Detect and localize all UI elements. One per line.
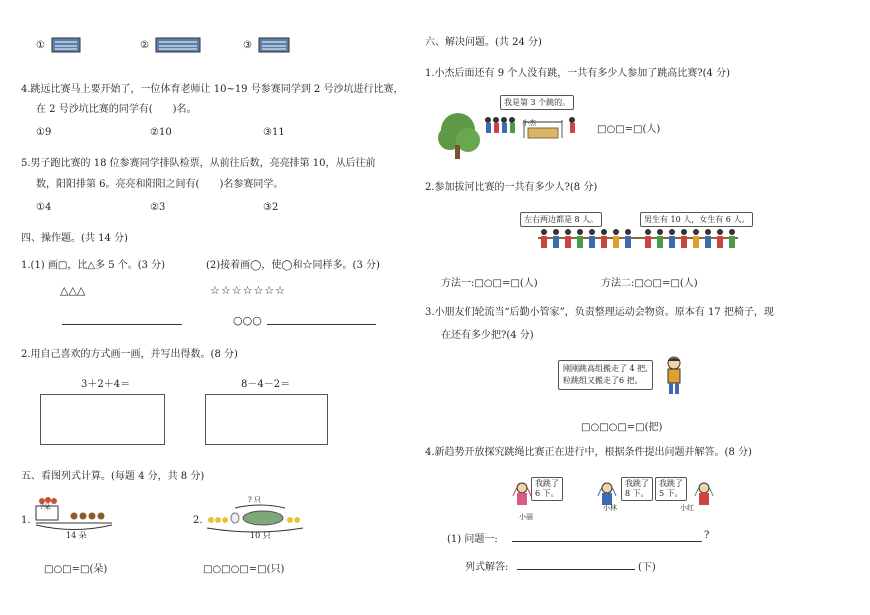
answer-line-circles[interactable] <box>267 324 376 325</box>
kid2-bubble <box>621 477 653 501</box>
circles: ○○○ <box>233 314 262 327</box>
q4-option-a: ①9 <box>36 127 52 138</box>
kid-xiaohong-illustration <box>693 478 715 512</box>
option-1 <box>36 40 45 51</box>
s6-q4-unit: (下) <box>638 562 656 573</box>
q2-bubble-left: 左右两边都是 8 人。 <box>520 212 602 227</box>
q1-total: 14 朵 <box>66 531 87 540</box>
solution-answer-line[interactable] <box>517 569 635 570</box>
q4-line2: 在 2 号沙坑比赛的同学有( )名。 <box>36 104 197 115</box>
q2-bubble-right: 男生有 10 人，女生有 6 人。 <box>640 212 753 227</box>
s6-q3-line1: 3.小朋友们轮流当“后勤小管家”，负责整理运动会物资。原本有 17 把椅子，现 <box>425 307 774 318</box>
q2-top-label: ? 只 <box>248 496 261 504</box>
s6-q4: 4.新趋势开放探究跳绳比赛正在进行中，根据条件提出问题并解答。(8 分) <box>425 447 752 458</box>
q3-speech-bubble <box>558 360 653 390</box>
q5-option-b: ②3 <box>150 202 166 213</box>
s4-q1a: 1.(1) 画□，比△多 5 个。(3 分) <box>21 260 166 271</box>
s5-q1-answer: □○□=□(朵) <box>44 564 108 575</box>
s4-q1b: (2)接着画◯，使◯和☆同样多。(3 分) <box>206 260 380 271</box>
s5-q2-num: 2. <box>193 515 203 526</box>
drawing-box-1[interactable] <box>40 394 165 445</box>
section6-title: 六、解决问题。(共 24 分) <box>425 37 542 48</box>
section5-title: 五、看图列式计算。(每题 4 分，共 8 分) <box>21 471 205 482</box>
s4-q2: 2.用自己喜欢的方式画一画，并写出得数。(8 分) <box>21 349 238 360</box>
q1-box-label: ?朵 <box>40 503 51 511</box>
kid1-bubble-line2: 6 下。 <box>535 489 559 498</box>
q4-option-b: ②10 <box>150 127 172 138</box>
s5-q2-answer: □○□○□=□(只) <box>203 564 285 575</box>
q4-line1: 4.跳远比赛马上要开始了，一位体育老师让 10~19 号参赛同学到 2 号沙坑进行比赛， <box>21 84 404 95</box>
kid1-bubble-line1: 我跳了 <box>535 479 559 488</box>
kid3-bubble-line2: 5 下。 <box>659 489 683 498</box>
s6-q1-answer: □○□=□(人) <box>597 124 661 135</box>
drawing-box-2[interactable] <box>205 394 328 445</box>
q4-option-c: ③11 <box>263 127 285 138</box>
option-label: ① <box>36 40 45 51</box>
expr1: 3＋2＋4＝ <box>81 379 131 390</box>
boy-illustration <box>663 356 685 396</box>
option-label: ③ <box>243 40 252 51</box>
kid1-bubble <box>531 477 563 501</box>
q5-option-c: ③2 <box>263 202 279 213</box>
option-2 <box>140 40 149 51</box>
tug-of-war-illustration <box>534 226 742 252</box>
kid3-bubble <box>655 477 687 501</box>
option-label: ② <box>140 40 149 51</box>
abacus-icon-3 <box>258 36 290 54</box>
stars: ☆☆☆☆☆☆☆ <box>210 284 287 297</box>
option-3 <box>243 40 252 51</box>
question-answer-line[interactable] <box>512 541 702 542</box>
abacus-icon-2 <box>155 36 201 54</box>
q5-option-a: ①4 <box>36 202 52 213</box>
s6-q1: 1.小杰后面还有 9 个人没有跳，一共有多少人参加了跳高比赛?(4 分) <box>425 68 730 79</box>
s6-q3-answer: □○□○□=□(把) <box>581 422 663 433</box>
q2-total: 10 只 <box>250 531 271 540</box>
kid2-bubble-line2: 8 下。 <box>625 489 649 498</box>
kid3-bubble-line1: 我跳了 <box>659 479 683 488</box>
abacus-icon-1 <box>51 36 81 54</box>
kid2-name: 小林 <box>603 504 617 512</box>
answer-line-squares[interactable] <box>62 324 182 325</box>
q1-speech-bubble: 我是第 3 个跳的。 <box>500 95 574 110</box>
kid-xiaoli-illustration <box>511 478 533 512</box>
s6-q4-solution: 列式解答: <box>465 562 509 573</box>
kid2-bubble-line1: 我跳了 <box>625 479 649 488</box>
s6-q3-line2: 在还有多少把?(4 分) <box>441 330 534 341</box>
q1-name: 小杰 <box>522 119 536 127</box>
q3-bubble-line1: 刚刚跳高组搬走了 4 把, <box>563 364 648 373</box>
q5-line1: 5.男子跑比赛的 18 位参赛同学排队检票，从前往后数，亮亮排第 10，从后往前 <box>21 158 376 169</box>
q2-method2: 方法二:□○□=□(人) <box>601 278 698 289</box>
kid1-name: 小丽 <box>519 513 533 521</box>
section4-title: 四、操作题。(共 14 分) <box>21 233 128 244</box>
s5-q1-num: 1. <box>21 515 31 526</box>
expr2: 8－4－2＝ <box>241 379 291 390</box>
s6-q4-sub1: (1) 问题一: <box>447 534 498 545</box>
s6-q2: 2.参加拔河比赛的一共有多少人?(8 分) <box>425 182 598 193</box>
q3-bubble-line2: 粒跳组又搬走了6 把。 <box>563 376 643 385</box>
s6-q4-sub1-end: ? <box>704 530 710 541</box>
kid3-name: 小红 <box>680 504 694 512</box>
triangles: △△△ <box>60 284 86 297</box>
q5-line2: 数，阳阳排第 6。亮亮和阳阳之间有( )名参赛同学。 <box>36 179 284 190</box>
q2-method1: 方法一:□○□=□(人) <box>441 278 538 289</box>
